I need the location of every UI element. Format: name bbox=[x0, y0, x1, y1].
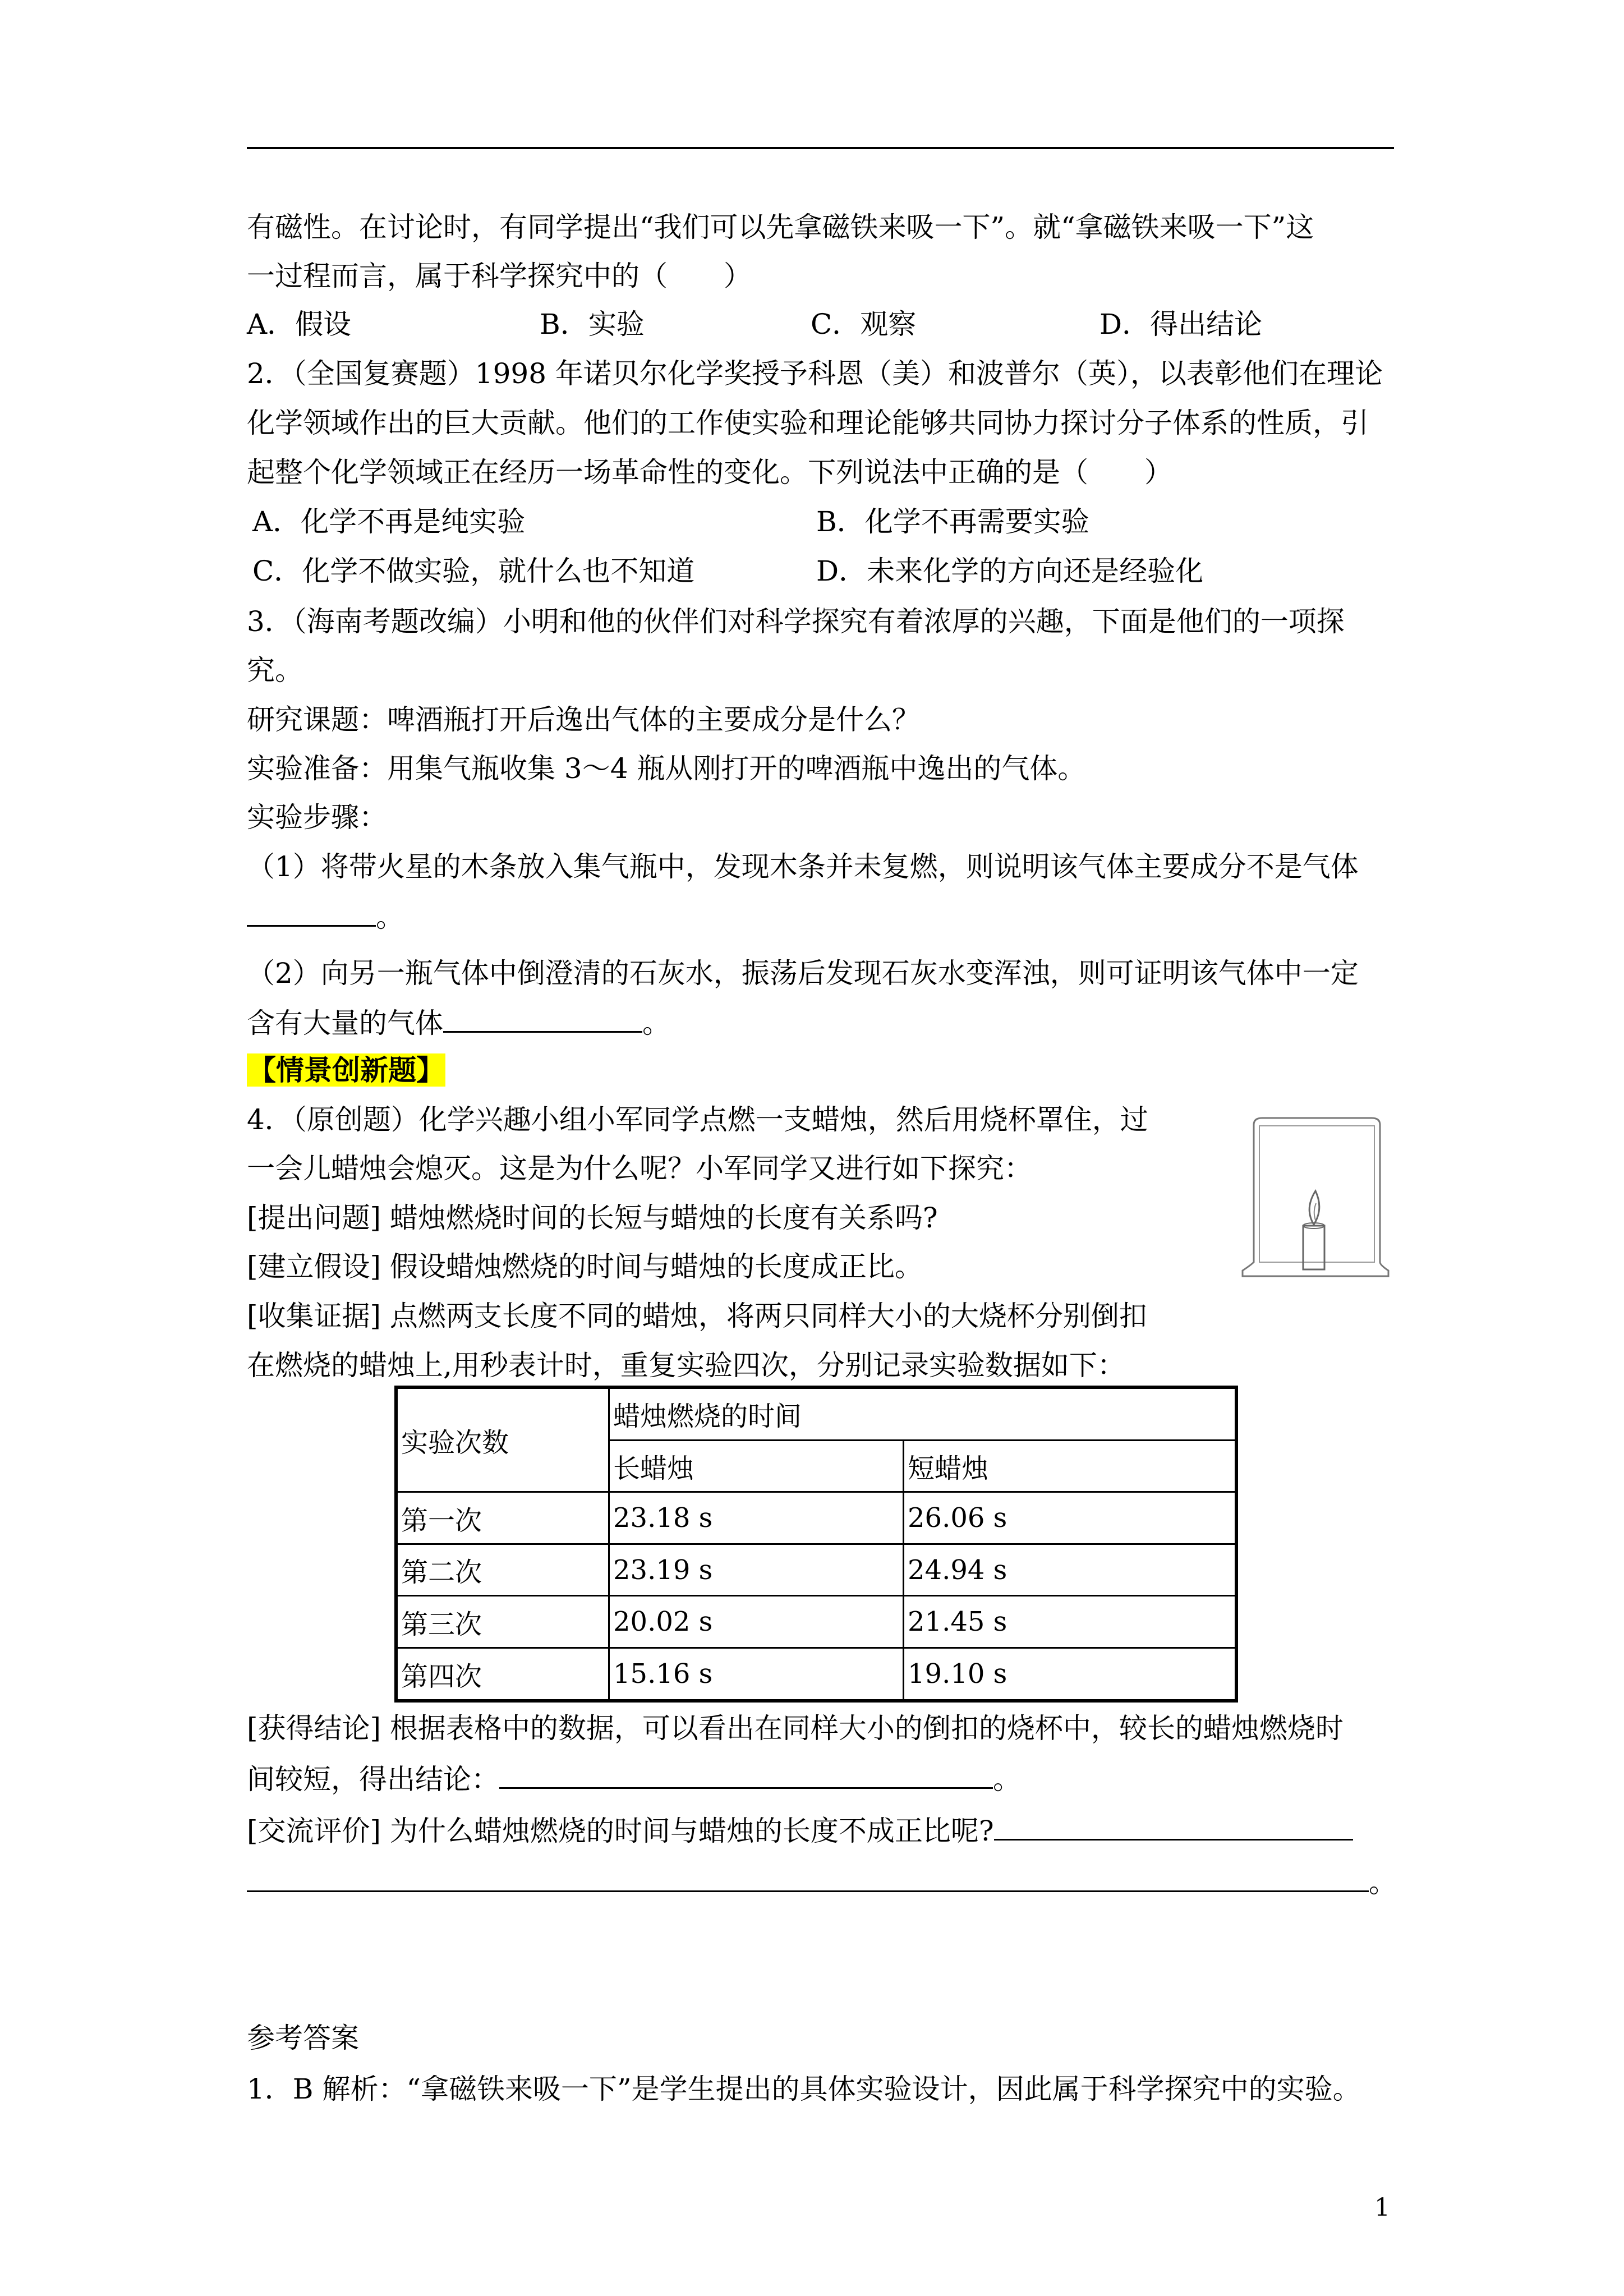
table-header-short-candle: 短蜡烛 bbox=[904, 1440, 1237, 1492]
answer-1: 1．B 解析：“拿磁铁来吸一下”是学生提出的具体实验设计，因此属于科学探究中的实验。 bbox=[247, 2073, 1361, 2105]
table-cell-label: 第一次 bbox=[396, 1492, 609, 1544]
q4-line-2: 一会儿蜡烛会熄灭。这是为什么呢？小军同学又进行如下探究： bbox=[247, 1152, 1032, 1185]
q3-step-1: （1）将带火星的木条放入集气瓶中，发现木条并未复燃，则说明该气体主要成分不是气体 bbox=[247, 850, 1359, 883]
table-header-long-candle: 长蜡烛 bbox=[609, 1440, 904, 1492]
table-row bbox=[396, 1544, 1236, 1596]
table-cell-label: 第二次 bbox=[396, 1544, 609, 1596]
q2-line-3: 起整个化学领域正在经历一场革命性的变化。下列说法中正确的是（ ） bbox=[247, 456, 1172, 489]
table-cell-long: 15.16 s bbox=[609, 1648, 904, 1701]
answer-blank[interactable] bbox=[247, 1865, 1369, 1892]
q3-research-topic: 研究课题：啤酒瓶打开后逸出气体的主要成分是什么？ bbox=[247, 703, 920, 736]
table-cell-short: 24.94 s bbox=[904, 1544, 1237, 1596]
q4-conclusion-1: [获得结论] 根据表格中的数据，可以看出在同样大小的倒扣的烧杯中，较长的蜡烛燃烧时 bbox=[247, 1712, 1344, 1745]
answer-blank[interactable] bbox=[247, 899, 376, 927]
q3-step-1-answer-line: 。 bbox=[247, 899, 404, 934]
q3-step-2-line-2: 含有大量的气体 。 bbox=[247, 1005, 670, 1040]
page-number: 1 bbox=[1374, 2193, 1390, 2222]
q4-hypothesis: [建立假设] 假设蜡烛燃烧的时间与蜡烛的长度成正比。 bbox=[247, 1250, 923, 1283]
answers-title: 参考答案 bbox=[247, 2022, 359, 2054]
table-cell-long: 20.02 s bbox=[609, 1596, 904, 1648]
table-cell-long: 23.19 s bbox=[609, 1544, 904, 1596]
q1-line-2: 一过程而言，属于科学探究中的（ ） bbox=[247, 260, 752, 292]
q3-line-1: 3．（海南考题改编）小明和他的伙伴们对科学探究有着浓厚的兴趣，下面是他们的一项探 bbox=[247, 605, 1345, 638]
table-row bbox=[396, 1596, 1236, 1648]
q2-option-c: C．化学不做实验，就什么也不知道 bbox=[252, 555, 695, 587]
table-cell-label: 第三次 bbox=[396, 1596, 609, 1648]
table-cell-short: 21.45 s bbox=[904, 1596, 1237, 1648]
q4-evidence-2: 在燃烧的蜡烛上,用秒表计时，重复实验四次，分别记录实验数据如下： bbox=[247, 1349, 1125, 1382]
q1-option-a: A．假设 bbox=[247, 308, 352, 341]
table-row bbox=[396, 1492, 1236, 1544]
answer-blank[interactable] bbox=[443, 1005, 642, 1033]
q4-question: [提出问题] 蜡烛燃烧时间的长短与蜡烛的长度有关系吗? bbox=[247, 1202, 938, 1234]
q1-option-c: C．观察 bbox=[811, 308, 917, 341]
q4-conclusion-2: 间较短，得出结论： 。 bbox=[247, 1761, 1021, 1796]
q3-preparation: 实验准备：用集气瓶收集 3～4 瓶从刚打开的啤酒瓶中逸出的气体。 bbox=[247, 752, 1086, 785]
q3-steps-label: 实验步骤： bbox=[247, 801, 387, 834]
table-cell-short: 26.06 s bbox=[904, 1492, 1237, 1544]
q2-option-a: A．化学不再是纯实验 bbox=[252, 505, 526, 538]
table-cell-short: 19.10 s bbox=[904, 1648, 1237, 1701]
q2-option-b: B．化学不再需要实验 bbox=[816, 505, 1089, 538]
table-header-trial: 实验次数 bbox=[396, 1387, 609, 1492]
q2-line-2: 化学领域作出的巨大贡献。他们的工作使实验和理论能够共同协力探讨分子体系的性质，引 bbox=[247, 407, 1369, 439]
q4-evaluation: [交流评价] 为什么蜡烛燃烧的时间与蜡烛的长度不成正比呢? bbox=[247, 1813, 1353, 1848]
q3-line-2: 究。 bbox=[247, 654, 303, 687]
answer-blank[interactable] bbox=[994, 1813, 1353, 1841]
q3-step-2: （2）向另一瓶气体中倒澄清的石灰水，振荡后发现石灰水变浑浊，则可证明该气体中一定 bbox=[247, 957, 1359, 990]
table-row bbox=[396, 1648, 1236, 1701]
experiment-data-table bbox=[394, 1386, 1238, 1703]
q1-line-1: 有磁性。在讨论时，有同学提出“我们可以先拿磁铁来吸一下”。就“拿磁铁来吸一下”这 bbox=[247, 211, 1314, 243]
q2-line-1: 2．（全国复赛题）1998 年诺贝尔化学奖授予科恩（美）和波普尔（英），以表彰他们在理论 bbox=[247, 357, 1383, 390]
candle-beaker-icon bbox=[1231, 1114, 1400, 1287]
q1-option-d: D．得出结论 bbox=[1099, 308, 1263, 341]
q4-evidence-1: [收集证据] 点燃两支长度不同的蜡烛，将两只同样大小的大烧杯分别倒扣 bbox=[247, 1300, 1147, 1332]
q4-evaluation-line-2: 。 bbox=[247, 1865, 1397, 1899]
section-heading: 【情景创新题】 bbox=[248, 1053, 444, 1087]
table-cell-long: 23.18 s bbox=[609, 1492, 904, 1544]
table-header-burn-time: 蜡烛燃烧的时间 bbox=[609, 1387, 1237, 1440]
q1-option-b: B．实验 bbox=[540, 308, 645, 341]
table-cell-label: 第四次 bbox=[396, 1648, 609, 1701]
q4-line-1: 4．（原创题）化学兴趣小组小军同学点燃一支蜡烛，然后用烧杯罩住，过 bbox=[247, 1103, 1148, 1136]
answer-blank[interactable] bbox=[499, 1761, 993, 1789]
q2-option-d: D．未来化学的方向还是经验化 bbox=[816, 555, 1204, 587]
header-rule bbox=[247, 147, 1394, 149]
